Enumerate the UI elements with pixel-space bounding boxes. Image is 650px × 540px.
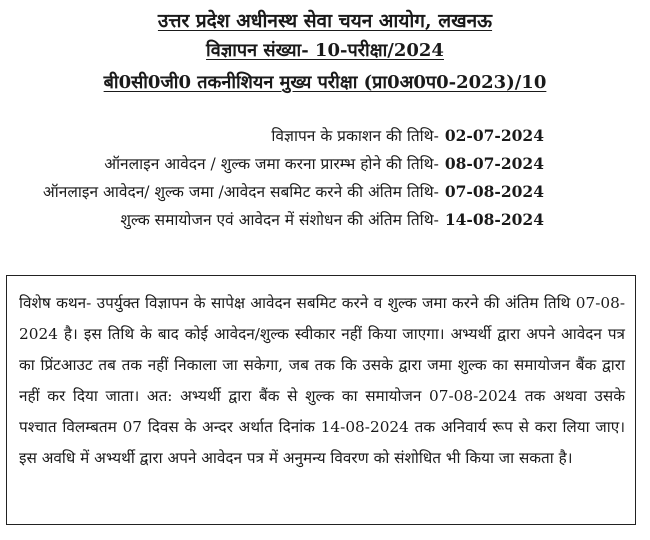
date-row-application-end <box>43 178 544 206</box>
date-label: शुल्क समायोजन एवं आवेदन में संशोधन की अंतिम तिथि- <box>120 211 439 229</box>
date-label: ऑनलाइन आवेदन/ शुल्क जमा /आवेदन सबमिट करने की अंतिम तिथि- <box>42 183 439 201</box>
date-value: 02-07-2024 <box>444 126 544 145</box>
date-label: ऑनलाइन आवेदन / शुल्क जमा करना प्रारम्भ होने की तिथि- <box>104 155 439 173</box>
date-value: 14-08-2024 <box>444 210 544 229</box>
date-row-fee-adjustment-end <box>43 206 544 234</box>
organization-title: उत्तर प्रदेश अधीनस्थ सेवा चयन आयोग, लखनऊ <box>157 10 493 32</box>
special-notice-text: विशेष कथन- उपर्युक्त विज्ञापन के सापेक्ष आवेदन सबमिट करने व शुल्क जमा करने की अंतिम तिथि 07-08-2024 है। इस तिथि के बाद कोई आवेदन/शुल्क स्वीकार नहीं किया जाएगा। अभ्यर्थी द्वारा अपने आवेदन पत्र का प्रिंटआउट तब तक नहीं निकाला जा सकेगा, जब तक कि उसके द्वारा जमा शुल्क का समायोजन बैंक द्वारा नहीं कर दिया जाता। अत: अभ्यर्थी द्वारा बैंक से शुल्क का समायोजन 07-08-2024 तक अथवा उसके पश्चात विलम्बतम 07 दिवस के अन्दर अर्थात दिनांक 14-08-2024 तक अनिवार्य रूप से करा लिया जाए। इस अवधि में अभ्यर्थी द्वारा अपने आवेदन पत्र में अनुमन्य विवरण को संशोधित भी किया जा सकता है। <box>19 294 625 467</box>
important-dates <box>43 122 544 234</box>
exam-name: बी0सी0जी0 तकनीशियन मुख्य परीक्षा (प्रा0अ0प0-2023)/10 <box>103 72 547 93</box>
document-header <box>0 6 650 100</box>
date-value: 08-07-2024 <box>444 154 544 173</box>
advertisement-number: विज्ञापन संख्या- 10-परीक्षा/2024 <box>206 40 444 61</box>
date-row-publication <box>43 122 544 150</box>
special-notice-box <box>6 275 636 525</box>
date-value: 07-08-2024 <box>444 182 544 201</box>
date-row-application-start <box>43 150 544 178</box>
date-label: विज्ञापन के प्रकाशन की तिथि- <box>271 127 439 145</box>
